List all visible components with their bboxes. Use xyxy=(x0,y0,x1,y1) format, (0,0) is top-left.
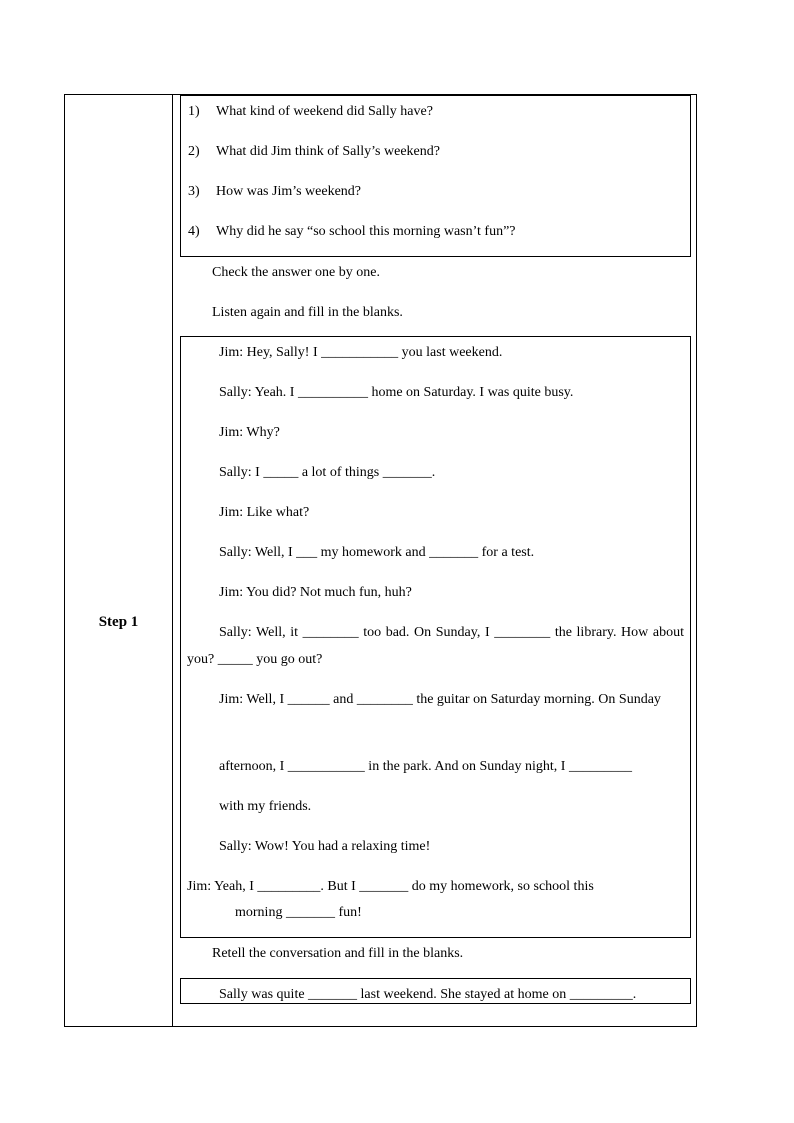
question-2: 2) What did Jim think of Sally’s weekend? xyxy=(188,144,440,159)
dialogue-line: Sally: Yeah. I __________ home on Saturday. I was quite busy. xyxy=(219,385,574,400)
dialogue-line: Jim: Hey, Sally! I ___________ you last weekend. xyxy=(219,345,503,360)
retell-text: Sally was quite _______ last weekend. She stayed at home on _________. xyxy=(219,987,637,1002)
step-label: Step 1 xyxy=(98,614,139,630)
dialogue-line: Jim: Well, I ______ and ________ the guitar on Saturday morning. On Sunday xyxy=(219,692,661,707)
dialogue-line: Jim: You did? Not much fun, huh? xyxy=(219,585,412,600)
dialogue-line: with my friends. xyxy=(219,799,312,814)
dialogue-line: afternoon, I ___________ in the park. And on Sunday night, I _________ xyxy=(219,759,632,774)
instruction-check: Check the answer one by one. xyxy=(212,265,380,280)
dialogue-line: Jim: Why? xyxy=(219,425,280,440)
column-divider xyxy=(172,94,173,1027)
question-1: 1) What kind of weekend did Sally have? xyxy=(188,104,433,119)
dialogue-line: Sally: Wow! You had a relaxing time! xyxy=(219,839,431,854)
dialogue-line: Sally: Well, it ________ too bad. On Sunday, I ________ the library. How about you? _____ you go out? xyxy=(187,625,684,667)
dialogue-line: Jim: Yeah, I _________. But I _______ do my homework, so school this xyxy=(187,879,594,894)
question-4: 4) Why did he say “so school this morning wasn’t fun”? xyxy=(188,224,516,239)
dialogue-line: Sally: Well, I ___ my homework and _______ for a test. xyxy=(219,545,535,560)
instruction-retell: Retell the conversation and fill in the blanks. xyxy=(212,946,464,961)
dialogue-line: Sally: I _____ a lot of things _______. xyxy=(219,465,436,480)
dialogue-line: Jim: Like what? xyxy=(219,505,310,520)
instruction-listen: Listen again and fill in the blanks. xyxy=(212,305,403,320)
dialogue-line: morning _______ fun! xyxy=(235,905,362,920)
question-3: 3) How was Jim’s weekend? xyxy=(188,184,362,199)
